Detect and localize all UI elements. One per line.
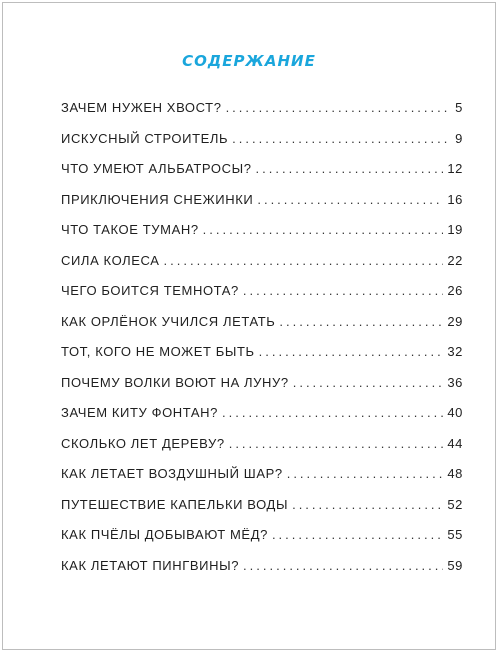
toc-entry-page: 5 bbox=[455, 100, 463, 115]
toc-entry[interactable] bbox=[61, 124, 463, 155]
toc-entry-title: ЧТО УМЕЮТ АЛЬБАТРОСЫ? bbox=[61, 161, 252, 176]
dot-leader bbox=[222, 398, 443, 429]
table-of-contents bbox=[61, 93, 463, 581]
toc-entry-title: ПУТЕШЕСТВИЕ КАПЕЛЬКИ ВОДЫ bbox=[61, 496, 289, 512]
toc-entry-page: 40 bbox=[447, 405, 463, 420]
toc-entry[interactable] bbox=[61, 490, 463, 521]
toc-entry[interactable] bbox=[61, 337, 463, 368]
toc-entry[interactable] bbox=[61, 276, 463, 307]
toc-entry[interactable] bbox=[61, 459, 463, 490]
toc-entry[interactable] bbox=[61, 93, 463, 124]
toc-entry-page: 22 bbox=[447, 252, 463, 268]
toc-entry-title: ПРИКЛЮЧЕНИЯ СНЕЖИНКИ bbox=[61, 191, 254, 207]
toc-entry-title: ТОТ, КОГО НЕ МОЖЕТ БЫТЬ bbox=[61, 344, 255, 359]
toc-entry-title: СКОЛЬКО ЛЕТ ДЕРЕВУ? bbox=[61, 435, 225, 451]
toc-entry-page: 36 bbox=[447, 374, 463, 390]
page-title: СОДЕРЖАНИЕ bbox=[182, 52, 316, 70]
dot-leader bbox=[272, 520, 443, 551]
toc-entry[interactable] bbox=[61, 368, 463, 399]
toc-entry[interactable] bbox=[61, 154, 463, 185]
toc-entry-title: ЧЕГО БОИТСЯ ТЕМНОТА? bbox=[61, 283, 239, 298]
toc-entry[interactable] bbox=[61, 246, 463, 277]
toc-entry-page: 16 bbox=[447, 191, 463, 207]
toc-entry-title: ЧТО ТАКОЕ ТУМАН? bbox=[61, 222, 199, 237]
toc-entry-title: ИСКУСНЫЙ СТРОИТЕЛЬ bbox=[61, 130, 229, 146]
toc-entry-title: КАК ПЧЁЛЫ ДОБЫВАЮТ МЁД? bbox=[61, 527, 268, 542]
toc-entry-page: 52 bbox=[447, 496, 463, 512]
book-page bbox=[2, 2, 496, 650]
dot-leader bbox=[292, 490, 443, 521]
toc-entry-page: 26 bbox=[447, 283, 463, 298]
dot-leader bbox=[293, 368, 444, 399]
toc-entry-page: 9 bbox=[455, 130, 463, 146]
dot-leader bbox=[243, 276, 443, 307]
toc-entry-page: 32 bbox=[447, 344, 463, 359]
toc-entry-page: 48 bbox=[447, 466, 463, 481]
dot-leader bbox=[257, 185, 443, 216]
dot-leader bbox=[229, 429, 444, 460]
dot-leader bbox=[279, 307, 443, 338]
toc-entry-page: 44 bbox=[447, 435, 463, 451]
dot-leader bbox=[256, 154, 444, 185]
toc-entry[interactable] bbox=[61, 215, 463, 246]
toc-entry-title: ЗАЧЕМ НУЖЕН ХВОСТ? bbox=[61, 100, 222, 115]
dot-leader bbox=[259, 337, 444, 368]
toc-entry[interactable] bbox=[61, 551, 463, 582]
dot-leader bbox=[203, 215, 444, 246]
toc-entry[interactable] bbox=[61, 429, 463, 460]
toc-entry-title: ПОЧЕМУ ВОЛКИ ВОЮТ НА ЛУНУ? bbox=[61, 374, 289, 390]
toc-entry-title: КАК ЛЕТАЕТ ВОЗДУШНЫЙ ШАР? bbox=[61, 466, 283, 481]
toc-entry[interactable] bbox=[61, 398, 463, 429]
toc-entry-page: 29 bbox=[447, 313, 463, 329]
toc-entry-title: КАК ЛЕТАЮТ ПИНГВИНЫ? bbox=[61, 557, 240, 573]
toc-entry[interactable] bbox=[61, 520, 463, 551]
dot-leader bbox=[164, 246, 444, 277]
toc-entry[interactable] bbox=[61, 185, 463, 216]
dot-leader bbox=[232, 124, 451, 155]
dot-leader bbox=[287, 459, 444, 490]
dot-leader bbox=[226, 93, 452, 124]
toc-entry-title: ЗАЧЕМ КИТУ ФОНТАН? bbox=[61, 405, 218, 420]
toc-entry-page: 12 bbox=[447, 161, 463, 176]
toc-entry-page: 55 bbox=[447, 527, 463, 542]
toc-entry-page: 59 bbox=[447, 557, 463, 573]
toc-entry-title: СИЛА КОЛЕСА bbox=[61, 252, 160, 268]
toc-entry[interactable] bbox=[61, 307, 463, 338]
toc-entry-page: 19 bbox=[447, 222, 463, 237]
toc-entry-title: КАК ОРЛЁНОК УЧИЛСЯ ЛЕТАТЬ bbox=[61, 313, 276, 329]
dot-leader bbox=[243, 551, 443, 582]
